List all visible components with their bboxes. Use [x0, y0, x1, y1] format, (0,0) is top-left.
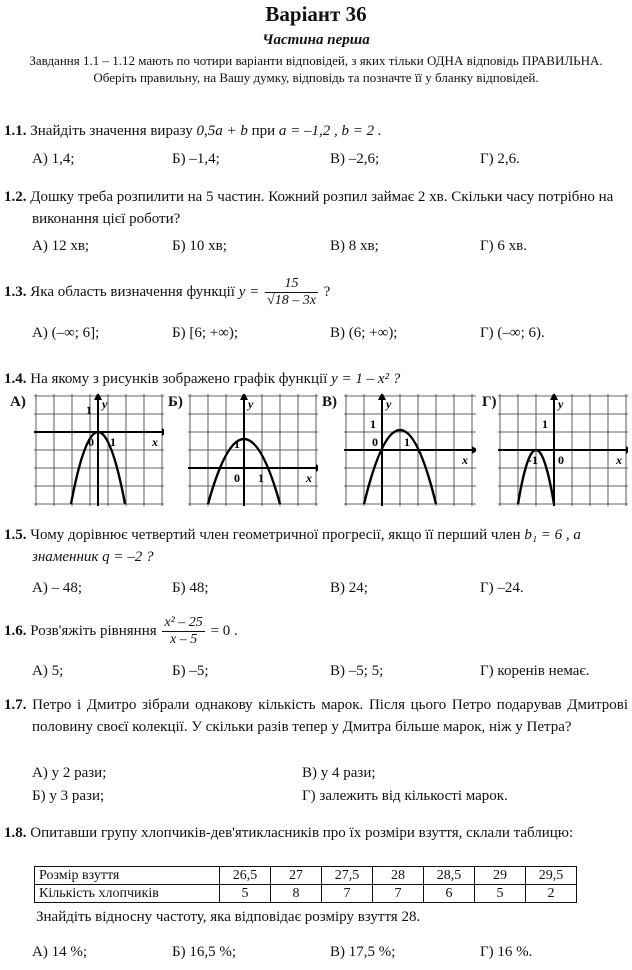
fraction-numerator: x² – 25 [164, 615, 203, 631]
label-axis-y: y [558, 397, 564, 411]
option-a[interactable]: А) (–∞; 6]; [32, 325, 100, 341]
label-one-y: 1 [86, 403, 92, 417]
graph-v[interactable] [344, 394, 476, 506]
question-number: 1.5. [4, 527, 27, 543]
question-number: 1.7. [4, 697, 27, 713]
option-b[interactable]: Б) у 3 рази; [32, 788, 105, 804]
option-g[interactable]: Г) –24. [480, 580, 524, 596]
label-minus-one: -1 [528, 453, 538, 467]
options-1-8 [32, 944, 628, 966]
label-one-y: 1 [542, 417, 548, 431]
table-cell: 27,5 [322, 867, 373, 885]
table-cell: 2 [526, 885, 577, 903]
part-title: Частина перша [262, 32, 370, 48]
option-b[interactable]: Б) [6; +∞); [172, 325, 239, 341]
x-arrow [626, 446, 628, 454]
option-a[interactable]: А) 1,4; [32, 151, 75, 167]
condition: b₁ = 6 , а знаменник q = –2 ? [32, 527, 581, 565]
fraction-numerator: 15 [265, 276, 318, 293]
variant-title: Варіант 36 [265, 2, 367, 26]
label-axis-x: x [306, 471, 312, 485]
option-a[interactable]: А) 14 %; [32, 944, 87, 960]
instructions: Завдання 1.1 – 1.12 мають по чотири варіанти відповідей, з яких тільки ОДНА відповідь ПРАВИЛЬНА. Оберіть правильну, на Вашу думку, відповідь та позначте її у бланку відповідей. [29, 53, 603, 85]
question-text: Дошку треба розпилити на 5 частин. Кожний розпил займає 2 хв. Скільки часу потрібно на виконання цієї роботи? [30, 189, 614, 227]
label-axis-x: x [152, 435, 158, 449]
option-a[interactable]: А) – 48; [32, 580, 82, 596]
table-cell: 28 [373, 867, 424, 885]
graph-label-v[interactable]: В) [322, 394, 337, 410]
table-cell: 5 [475, 885, 526, 903]
option-g[interactable]: Г) (–∞; 6). [480, 325, 545, 341]
fraction-denominator: x – 5 [169, 632, 198, 648]
x-arrow [162, 428, 164, 436]
question-1-8 [4, 822, 628, 844]
y-arrow [240, 394, 248, 400]
options-1-5 [32, 580, 628, 602]
question-number: 1.3. [4, 284, 27, 300]
options-1-7-row2 [32, 788, 628, 810]
row-header: Розмір взуття [35, 867, 220, 885]
question-number: 1.1. [4, 123, 27, 139]
table-cell: 8 [271, 885, 322, 903]
question-number: 1.2. [4, 189, 27, 205]
question-1-7 [4, 694, 628, 738]
option-v[interactable]: В) 17,5 %; [330, 944, 396, 960]
label-axis-y: y [248, 397, 254, 411]
label-axis-x: x [616, 453, 622, 467]
question-1-1 [4, 120, 628, 142]
option-g[interactable]: Г) 2,6. [480, 151, 520, 167]
question-number: 1.8. [4, 825, 27, 841]
axes [188, 396, 316, 506]
question-1-8-followup: Знайдіть відносну частоту, яка відповідає розміру взуття 28. [36, 909, 421, 925]
label-axis-y: y [386, 397, 392, 411]
option-a[interactable]: А) у 2 рази; [32, 765, 107, 781]
axes [498, 396, 626, 506]
option-v[interactable]: В) –5; 5; [330, 663, 384, 679]
graph-label-g[interactable]: Г) [482, 394, 497, 410]
question-text: Розв'яжіть рівняння [30, 623, 157, 639]
y-arrow [378, 394, 386, 400]
option-g[interactable]: Г) залежить від кількості марок. [302, 788, 508, 804]
x-arrow [316, 464, 318, 472]
options-1-3 [32, 325, 628, 347]
y-arrow [550, 394, 558, 400]
question-1-6 [4, 612, 628, 650]
option-g[interactable]: Г) коренів немає. [480, 663, 590, 679]
label-zero: 0 [234, 471, 240, 485]
equation-rhs: = 0 . [210, 623, 238, 639]
graph-label-b[interactable]: Б) [168, 394, 183, 410]
label-one-x: 1 [258, 471, 264, 485]
graph-g[interactable] [498, 394, 628, 506]
graph-label-a[interactable]: А) [10, 394, 26, 410]
label-one-x: 1 [404, 435, 410, 449]
question-text: Петро і Дмитро зібрали однакову кількість марок. Після цього Петро подарував Дмитрові половину своєї колекції. У скільки разів тепер у Дмитра більше марок, ніж у Петра? [32, 697, 628, 735]
axes [344, 396, 472, 506]
option-g[interactable]: Г) 16 %. [480, 944, 533, 960]
row-header: Кількість хлопчиків [35, 885, 220, 903]
option-g[interactable]: Г) 6 хв. [480, 238, 527, 254]
question-text: Знайдіть значення виразу [30, 123, 193, 139]
question-number: 1.6. [4, 623, 27, 639]
shoe-size-table [34, 866, 577, 903]
option-b[interactable]: Б) 10 хв; [172, 238, 227, 254]
table-cell: 28,5 [424, 867, 475, 885]
function-lhs: y = [238, 284, 260, 300]
when-word: при [251, 123, 276, 139]
option-v[interactable]: В) (6; +∞); [330, 325, 398, 341]
question-1-4 [4, 368, 628, 390]
table-cell: 7 [322, 885, 373, 903]
label-zero: 0 [558, 453, 564, 467]
question-text: На якому з рисунків зображено графік функції [30, 371, 328, 387]
option-v[interactable]: В) 8 хв; [330, 238, 379, 254]
fraction [162, 615, 204, 648]
table-cell: 7 [373, 885, 424, 903]
question-text: Яка область визначення функції [30, 284, 235, 300]
condition: a = –1,2 , b = 2 . [278, 123, 382, 139]
question-1-3 [4, 272, 628, 312]
option-a[interactable]: А) 5; [32, 663, 64, 679]
option-a[interactable]: А) 12 хв; [32, 238, 90, 254]
label-zero: 0 [372, 435, 378, 449]
graph-options [4, 392, 628, 508]
option-v[interactable]: В) –2,6; [330, 151, 380, 167]
options-1-7-row1 [32, 765, 628, 787]
expression: 0,5a + b [196, 123, 248, 139]
question-text: Опитавши групу хлопчиків-дев'ятикласників про їх розміри взуття, склали таблицю: [30, 825, 574, 841]
label-one-x: 1 [110, 435, 116, 449]
label-axis-y: y [102, 397, 108, 411]
graph-b[interactable] [188, 394, 318, 506]
y-arrow [94, 394, 102, 400]
option-b[interactable]: Б) –5; [172, 663, 209, 679]
options-1-1 [32, 151, 628, 173]
table-row [35, 885, 577, 903]
label-one-y: 1 [234, 437, 240, 451]
table-cell: 5 [220, 885, 271, 903]
option-v[interactable]: В) у 4 рази; [302, 765, 376, 781]
question-mark: ? [323, 284, 331, 300]
fraction-denominator: √18 – 3x [267, 293, 316, 309]
option-v[interactable]: В) 24; [330, 580, 368, 596]
option-b[interactable]: Б) 16,5 %; [172, 944, 237, 960]
question-1-5 [4, 524, 628, 568]
graph-a[interactable] [34, 394, 164, 506]
fraction [265, 276, 318, 309]
question-1-2 [4, 186, 628, 230]
question-text: Чому дорівнює четвертий член геометричної прогресії, якщо її перший член [30, 527, 521, 543]
label-one-y: 1 [370, 417, 376, 431]
table-row [35, 867, 577, 885]
option-b[interactable]: Б) –1,4; [172, 151, 220, 167]
question-number: 1.4. [4, 371, 27, 387]
table-cell: 29 [475, 867, 526, 885]
table-cell: 29,5 [526, 867, 577, 885]
option-b[interactable]: Б) 48; [172, 580, 209, 596]
table-cell: 26,5 [220, 867, 271, 885]
table-cell: 27 [271, 867, 322, 885]
options-1-6 [32, 663, 628, 685]
label-zero: 0 [88, 435, 94, 449]
options-1-2 [32, 238, 628, 260]
table-cell: 6 [424, 885, 475, 903]
label-axis-x: x [462, 453, 468, 467]
x-arrow [472, 446, 476, 454]
function-expression: y = 1 – x² ? [331, 371, 401, 387]
axes [34, 396, 162, 506]
